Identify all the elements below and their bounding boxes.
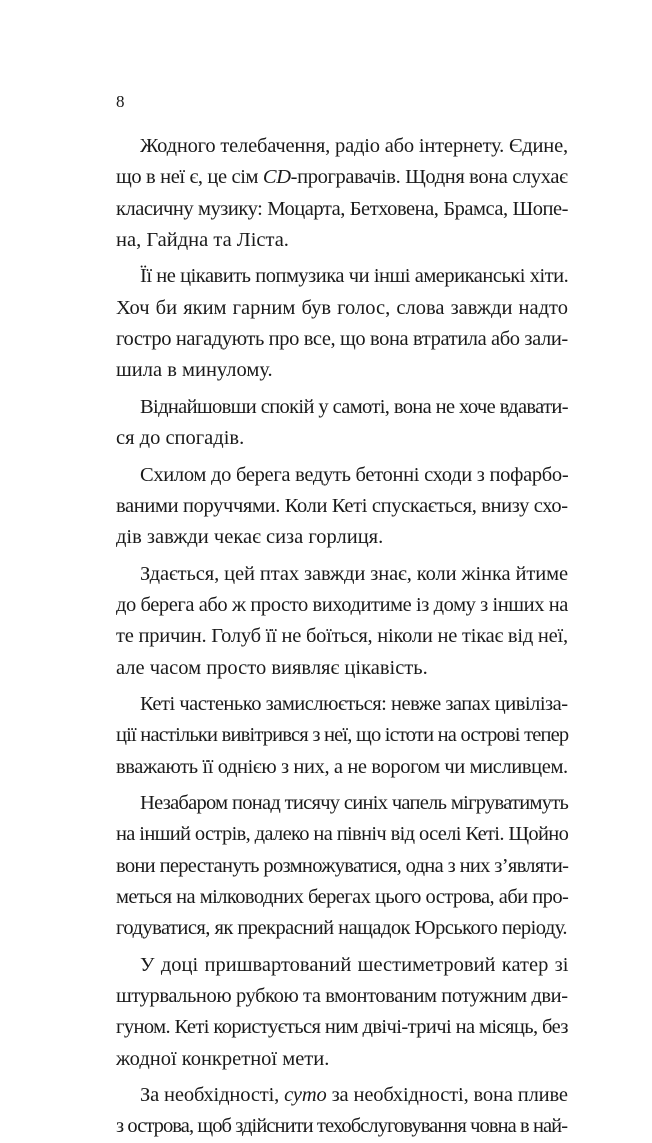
text-line: [116, 689, 568, 720]
text-line: [116, 981, 568, 1012]
text-segment: що в неї є, це сім: [116, 166, 263, 189]
text-segment: ції настільки вивітрився з неї, що істоти на острові тепер: [116, 724, 569, 747]
text-line: [116, 720, 568, 751]
text-segment: на інший острів, далеко на північ від оселі Кеті. Щойно: [116, 823, 569, 846]
text-line: [116, 752, 568, 783]
text-line: [116, 392, 568, 423]
text-line: [116, 950, 568, 981]
text-line: [116, 131, 568, 162]
text-segment: жодної конкретної мети.: [116, 1047, 330, 1070]
paragraph: [116, 689, 568, 783]
text-segment: вважають її однією з них, а не ворогом чи мисливцем.: [116, 755, 568, 778]
text-line: [116, 1111, 568, 1142]
text-segment: штурвальною рубкою та вмонтованим потужним дви-: [116, 985, 568, 1008]
text-line: [116, 653, 568, 684]
text-segment: класичну музику: Моцарта, Бетховена, Брамса, Шопе-: [116, 197, 569, 220]
paragraph: [116, 460, 568, 554]
text-segment: -програвачів. Щодня вона слухає: [290, 166, 568, 189]
text-line: [116, 293, 568, 324]
text-segment: Хоч би яким гарним був голос, слова завжди надто: [116, 296, 568, 319]
text-segment: Її не цікавить попмузика чи інші американські хіти.: [140, 265, 569, 288]
paragraph: [116, 1080, 568, 1143]
paragraph: [116, 392, 568, 455]
text-line: [116, 261, 568, 292]
text-segment: шила в минулому.: [116, 359, 273, 382]
text-segment: ся до спогадів.: [116, 427, 245, 450]
paragraph: [116, 131, 568, 256]
text-line: [116, 324, 568, 355]
text-line: [116, 621, 568, 652]
text-line: [116, 559, 568, 590]
paragraph: [116, 559, 568, 684]
text-segment: з острова, щоб здійснити техобслуговування човна в най-: [116, 1115, 568, 1138]
text-segment: Незабаром понад тисячу синіх чапель мігруватимуть: [140, 792, 569, 815]
body-text: [116, 131, 568, 1143]
italic-text-segment: CD: [262, 166, 291, 189]
text-line: [116, 194, 568, 225]
text-segment: За необхідності,: [140, 1084, 285, 1107]
text-segment: гуном. Кеті користується ним двічі-тричі на місяць, без: [116, 1016, 568, 1039]
text-line: [116, 913, 568, 944]
text-segment: меться на мілководних берегах цього острова, аби про-: [116, 885, 569, 908]
text-segment: ваними поруччями. Коли Кеті спускається, внизу схо-: [116, 494, 568, 517]
text-line: [116, 355, 568, 386]
text-line: [116, 162, 568, 193]
text-line: [116, 491, 568, 522]
text-line: [116, 819, 568, 850]
text-line: [116, 882, 568, 913]
text-segment: на, Гайдна та Ліста.: [116, 228, 289, 251]
text-segment: але часом просто виявляє цікавість.: [116, 656, 428, 679]
text-line: [116, 423, 568, 454]
text-segment: Жодного телебачення, радіо або інтернету. Єдине,: [140, 135, 568, 157]
page-number: 8: [116, 92, 125, 111]
text-line: [116, 788, 568, 819]
text-segment: до берега або ж просто виходитиме із дому з інших на: [116, 593, 568, 616]
text-segment: дів завжди чекає сиза горлиця.: [116, 526, 384, 549]
italic-text-segment: суто: [284, 1084, 327, 1107]
text-line: [116, 851, 568, 882]
text-line: [116, 1080, 568, 1111]
text-segment: за необхідності, вона пливе: [326, 1084, 568, 1107]
paragraph: [116, 950, 568, 1075]
text-line: [116, 460, 568, 491]
text-segment: Здається, цей птах завжди знає, коли жінка йтиме: [140, 562, 568, 585]
paragraph: [116, 788, 568, 944]
text-line: [116, 1012, 568, 1043]
text-segment: Кеті частенько замислюється: невже запах цивіліза-: [140, 692, 568, 715]
text-segment: У доці пришвартований шестиметровий катер зі: [140, 953, 569, 976]
text-line: [116, 522, 568, 553]
text-segment: Схилом до берега ведуть бетонні сходи з пофарбо-: [140, 463, 569, 486]
text-segment: гостро нагадують про все, що вона втратила або зали-: [116, 327, 568, 350]
text-segment: те причин. Голуб її не боїться, ніколи не тікає від неї,: [116, 625, 568, 648]
text-line: [116, 1044, 568, 1075]
text-line: [116, 225, 568, 256]
text-segment: Віднайшовши спокій у самоті, вона не хоче вдавати-: [140, 395, 568, 418]
text-line: [116, 590, 568, 621]
text-segment: вони перестануть розмножуватися, одна з них з’являти-: [116, 854, 569, 877]
text-segment: годуватися, як прекрасний нащадок Юрського періоду.: [116, 917, 568, 940]
paragraph: [116, 261, 568, 386]
